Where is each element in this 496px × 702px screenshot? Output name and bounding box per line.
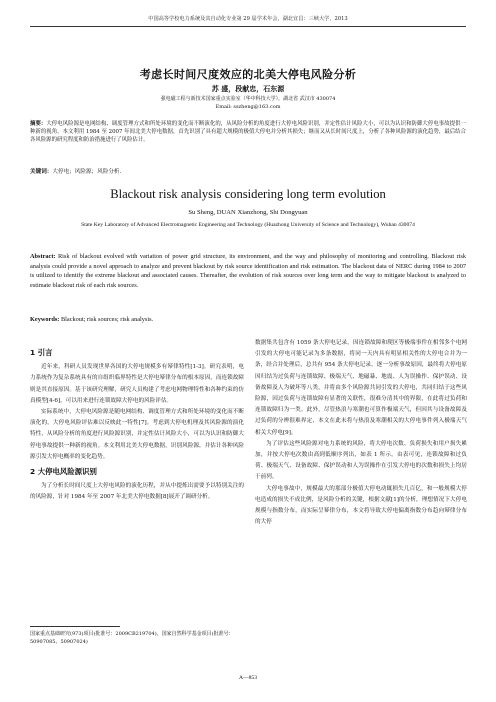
keywords-label-cn: 关键词： [30,169,53,175]
keywords-text-en: Blackout; risk sources; risk analysis. [60,316,154,323]
abstract-text-en: Risk of blackout evolved with variation of power grid structure, its environment, and the way and philosophy of monitoring and controlling. Blackout risk analysis could provide a novel approach to analyze and prevent blackout by risk source identification and risk estimation. The blackout data of NERC during 1984 to 2007 is utilized to identify the extreme blackout and associated causes. Thereafter, the evolution of risk sources over long term and the way to mitigate blackout is analyzed to estimate blackout risk of each risk sources. [30,253,466,289]
paragraph: 为了评估这些风险源对电力系统的风险，将大停电次数、负荷损失和用户损失累加，并按大停电次数由高到低顺序列出，如表 1 所示。由表可见，连锁故障和过负荷、极端天气、设备故障、保护误动和人为误操作在引发大停电的次数和损失上均居于前列。 [255,440,467,481]
paragraph: 大停电事故中，规模最大的那部分极值大停电动辄损失几百亿，和一般规模大停电造成的损失不成比例，是风险分析的关键，根据文献[1]的分析，理想情况下大停电规模与指数分布，而实际呈幂律分布，本文将导致大停电偏离指数分布趋向幂律分布的大停 [255,485,467,526]
keywords-label-en: Keywords: [30,316,60,323]
keywords-text-cn: 大停电；风险源；风险分析. [52,169,122,175]
section-heading-introduction: 1 引言 [30,348,53,357]
paragraph: 为了分析长时间尺度上大停电风险的演化历程，并从中提炼出需要予以特别关注的的风险源，针对 1984 年至 2007 年北美大停电数据[8]展开了调研分析。 [30,483,244,501]
abstract-text-cn: 大停电风险源是电网结构、调度管理方式和所处环境的变化而不断演化的，从风险分析的角度进行大停电风险识别，并定性估计风险大小，可以为认识和防御大停电事故提供一种新的视角。本文利用 1984 至 2007 年间北美大停电数据，首先识别了具有超大规模的极值大停电并分析其损失；继而又从长时间尺度上，分析了各种风险源的演化趋势，最后结合各风险源的研究程度和防治措施进行了风险估计。 [30,121,466,144]
keywords-english [30,316,466,323]
right-column [255,338,467,528]
keywords-chinese [30,167,466,175]
title-english: Blackout risk analysis considering long term evolution [110,187,386,201]
authors-chinese: 苏 盛，段献忠，石东源 [211,85,285,93]
abstract-label-en: Abstract: [30,253,56,260]
paragraph: 数据集共包含有 1059 条大停电记录。因连锁故障和爬区等极端事件在相邻多个电网引发的大停电可能记录为多条数据，将同一天内具有明显相关性的大停电合并为一条，经合并处理后，总共有 954 条大停电记录。逐一分析事故原因，最终将大停电原因归结为过负荷与连锁故障、极端天气、地磁暴、地震、人为误操作、保护误动、设备故障及人为破坏等八类，并将由多个风险源共同引发的大停电，共同归结于这些风险源，因过负荷与连锁故障有显著的关联性，很难分清其中的界限，在此将过负荷和连锁故障归为一类。此外，尽管热浪与寒潮也可算作极端天气，但因其与设备故障及过负荷的分辨很难界定，本文在此未将与热浪及寒潮相关的大停电事件列入极端天气相关大停电[9]。 [255,340,467,436]
page-number: A—853 [238,675,258,681]
author-email: Email: sszheng@163.com [215,104,281,110]
running-header: 中国高等学校电力系统及其自动化专业第 29 届学术年会，湖北宜昌：三峡大学，2013 [30,16,466,27]
authors-english: Su Sheng, DUAN Xianzhong, Shi Dongyuan [188,209,308,216]
affiliation-chinese: 强电磁工程与新技术国家重点实验室（华中科技大学），湖北省 武汉市 430074 [160,96,336,102]
footnote-divider [30,626,120,627]
paragraph: 实际系统中，大停电风险源是随电网结构、调度管理方式和所处环境的变化而不断演化的，大停电风险评估难以反映此一特性[7]。考虑到大停电机理及其风险源的演化特性，从风险分析的角度进行风险源识别，并定性估计风险大小，可以为认识和防御大停电事故提供一种新的视角。本文利用北美大停电数据，识别风险源，并估计各种风险源引发大停电概率的变化趋势。 [30,409,244,460]
affiliation-english: State Key Laboratory of Advanced Electromagnetic Engineering and Technology (Huazhong University of Science and Technology), Wuhan 430074 [81,222,415,228]
left-column [30,344,244,504]
abstract-chinese [30,120,466,145]
title-chinese: 考虑长时间尺度效应的北美大停电风险分析 [139,68,357,81]
abstract-label-cn: 摘要： [30,121,47,127]
paragraph: 近年来，科研人员发现世界各国的大停电规模多有幂律特性[1-3]。研究表明，电力系统作为复杂系统具有的自组织临界特性是大停电幂律分布的根本原因，而连锁故障则是其直接原因。基于该研究理解，研究人员构建了考虑电网物理特性和各种约束的仿真模型[4-6]，可以用来进行连锁故障大停电的风险评估。 [30,364,244,404]
section-heading-risk-identification: 2 大停电风险源识别 [30,467,97,477]
abstract-english [30,252,466,290]
funding-footnote: 国家重点基础研究(973)项目(批准号：2009CB219704)，国家自然科学基金项目(批准号：50907085、50907024) [30,631,234,645]
